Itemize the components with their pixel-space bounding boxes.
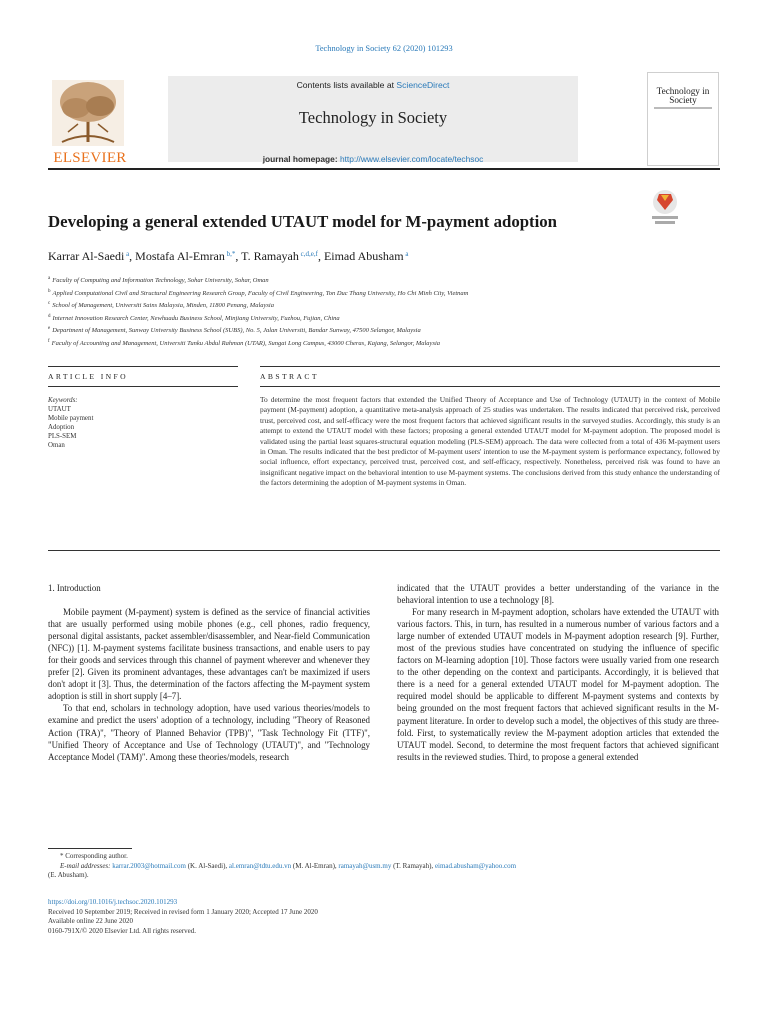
journal-name: Technology in Society — [298, 108, 448, 127]
abstract-text: To determine the most frequent factors that extended the Unified Theory of Acceptance and Use of Technology (UTAUT) in the context of Mobile payment (M-payment) adoption, a quantitative meta-analysis approach of 25 studies was undertaken. The results indicated that perceived risk, perceived trust, perceived cost, and self-efficacy were the most frequent factors that achieved significant results in the surveyed studies. Accordingly, this study is an attempt to extend the UTAUT model with these factors; proposing a general extended UTAUT model for M-payment adoption. The proposed model is validated using the partial least squares-structural equation modeling (PLS-SEM) approach. The data were collected from a total of 436 M-payment users in Oman. The results indicated that the best predictor of M-payment users' intention to use the M-payment system is performance expectancy, followed by social influence, effort expectancy, perceived trust, perceived cost, and self-efficacy, respectively. Nonetheless, perceived risk was found to have an insignificant negative impact on the behavioral intention to use M-payment systems. The conclusions derived from this study enhance the understanding of the factors determining the adoption of M-payment systems in Oman. — [260, 395, 720, 488]
affiliation-item: $^a$ Faculty of Computing and Information Technology, Sohar University, Sohar, Oman — [48, 276, 269, 284]
email-addresses — [48, 862, 720, 872]
author-name[interactable]: Karrar Al-Saedi — [48, 249, 125, 263]
affiliation-item: $^f$ Faculty of Accounting and Management, Universiti Tunku Abdul Rahman (UTAR), Sungai Long Campus, 43000 Cheras, Kajang, Selangor, Malaysia — [48, 338, 441, 347]
footnote-rule — [48, 848, 132, 849]
homepage-link[interactable]: http://www.elsevier.com/locate/techsoc — [339, 154, 484, 164]
affiliation-item: $^b$ Applied Computational Civil and Structural Engineering Research Group, Faculty of Civil Engineering, Ton Duc Thang University, Ho Chi Minh City, Vietnam — [48, 288, 469, 297]
keyword-item: Oman — [48, 442, 65, 450]
article-history — [48, 898, 720, 936]
author-affiliation-mark[interactable]: a — [405, 250, 409, 258]
affiliation-item: $^e$ Department of Management, Sunway University Business School (SUBS), No. 5, Jalan Universiti, Bandar Sunway, 47500 Selangor, Malaysia — [48, 326, 421, 335]
available-online: Available online 22 June 2020 — [48, 917, 134, 925]
keyword-item: Adoption — [48, 424, 75, 432]
article-info-heading: ARTICLE INFO — [48, 372, 129, 381]
article-title: Developing a general extended UTAUT model for M-payment adoption — [48, 212, 558, 231]
sciencedirect-link[interactable]: ScienceDirect — [396, 80, 450, 90]
paragraph: To that end, scholars in technology adoption, have used various theories/models to examine and predict the users' adoption of a technology, including "Theory of Reasoned Action (TRA)", "Theory of Planned Behavior (TPB)", "Task Technology Fit (TTF)", "Unified Theory of Acceptance and Use of Technology (UTAUT)", and "Technology Acceptance Model (TAM)". Among these theories/models, research — [48, 703, 370, 762]
keyword-item: Mobile payment — [48, 415, 94, 423]
check-for-updates-badge[interactable] — [649, 188, 681, 228]
homepage-prefix: journal homepage: — [262, 154, 340, 164]
keyword-item: UTAUT — [48, 406, 71, 414]
email-owner: (K. Al-Saedi), — [185, 861, 229, 870]
check-for-updates-icon — [649, 188, 681, 228]
section-heading-introduction: 1. Introduction — [48, 583, 101, 593]
paragraph: Mobile payment (M-payment) system is defined as the service of financial activities that are usually performed using mobile phones (e.g., cell phones, radio frequency, personal digital assistants, packet assembler/disassembler, and Near-field Communication (NFC)) [1]. M-payment systems facilitate business transactions, and enable users to pay for their goods and services through this channel of payment wherever and whenever they prefer [2]. Given its prominent advantages, these advantages can't be maximized if users don't adopt it [3]. Thus, the determination of the factors affecting the M-payment system adoption is still in short supply [4–7]. — [48, 607, 370, 702]
elsevier-wordmark: ELSEVIER — [53, 150, 127, 166]
keyword-item: PLS-SEM — [48, 433, 77, 441]
affiliation-list — [48, 274, 708, 350]
received-dates: Received 10 September 2019; Received in revised form 1 January 2020; Accepted 17 June 2020 — [48, 907, 318, 916]
abstract-end-rule — [48, 550, 720, 551]
author-affiliation-mark[interactable]: c,d,e,f — [300, 250, 318, 258]
abstract-rule-top — [260, 366, 720, 367]
paragraph: For many research in M-payment adoption, scholars have extended the UTAUT with various factors. This, in turn, has resulted in a numerous number of various factors and a large number of extended UTAUT models in M-payment adoption research [9]. Further, most of the previous studies have concentrated on studying the influence of specific factors on M-learning adoption [10]. Those factors were usually varied from one research to the other depending on the context and participants. Accordingly, it is believed that there is a need for a general extended UTAUT model for M-payment adoption. The required model should be applicable to different M-payment systems and contexts by being grounded on the most frequent factors that achieved significant results in the M-payment literature. In order to develop such a model, the objectives of this study are three-fold. First, to systematically review the M-payment adoption articles that extended the UTAUT model. Second, to determine the most frequent factors that achieved significant results in the reviewed studies. Third, to propose a general extended — [397, 607, 719, 762]
email-owner: (M. Al-Emran), — [291, 861, 339, 870]
email-link[interactable]: al.emran@tdtu.edu.vn — [228, 861, 292, 870]
cover-title: Technology in Society — [656, 86, 710, 105]
doi-link[interactable]: https://doi.org/10.1016/j.techsoc.2020.101293 — [48, 898, 178, 906]
keywords-block — [48, 396, 238, 451]
contents-prefix: Contents lists available at — [296, 80, 397, 90]
abstract-rule-bottom — [260, 386, 720, 387]
author-affiliation-mark[interactable]: a — [126, 250, 130, 258]
author-name[interactable]: T. Ramayah — [241, 249, 299, 263]
abstract-heading: ABSTRACT — [260, 372, 319, 381]
paragraph: indicated that the UTAUT provides a better understanding of the variance in the behavioral intention to use a technology [8]. — [397, 583, 719, 606]
email-link[interactable]: karrar.2003@hotmail.com — [112, 861, 186, 870]
author-affiliation-mark[interactable]: b,* — [226, 250, 236, 258]
article-info-rule-top — [48, 366, 238, 367]
body-left-column — [48, 582, 370, 763]
contents-line — [168, 80, 578, 90]
journal-cover-thumbnail[interactable] — [647, 72, 719, 166]
journal-homepage — [168, 154, 578, 164]
keywords-label: Keywords: — [48, 397, 78, 404]
affiliation-item: $^c$ School of Management, Universiti Sains Malaysia, Minden, 11800 Penang, Malaysia — [48, 301, 274, 310]
email-owner: (T. Ramayah), — [391, 861, 435, 870]
journal-reference[interactable]: Technology in Society 62 (2020) 101293 — [315, 44, 453, 53]
body-right-column — [397, 582, 719, 763]
article-info-rule-bottom — [48, 386, 238, 387]
copyright: 0160-791X/© 2020 Elsevier Ltd. All rights reserved. — [48, 926, 197, 935]
corresponding-author: * Corresponding author. — [60, 852, 128, 860]
email-link[interactable]: ramayah@usm.my — [338, 861, 392, 870]
email-link[interactable]: eimad.abusham@yahoo.com — [434, 861, 517, 870]
author-name[interactable]: Eimad Abusham — [323, 249, 404, 263]
cover-rule — [654, 107, 712, 109]
corresponding-author-note — [48, 852, 720, 881]
email-label: E-mail addresses: — [60, 861, 113, 870]
author-name[interactable]: Mostafa Al-Emran — [135, 249, 225, 263]
email-tail: (E. Abusham). — [48, 871, 89, 879]
affiliation-item: $^d$ Internet Innovation Research Center, Newhuadu Business School, Minjiang University, Fuzhou, Fujian, China — [48, 313, 340, 322]
author-list: Karrar Al-Saedi $^a$, Mostafa Al-Emran $^{b,*}$, T. Ramayah $^{c,d,e,f}$, Eimad Abusham $^a$ — [48, 249, 409, 263]
